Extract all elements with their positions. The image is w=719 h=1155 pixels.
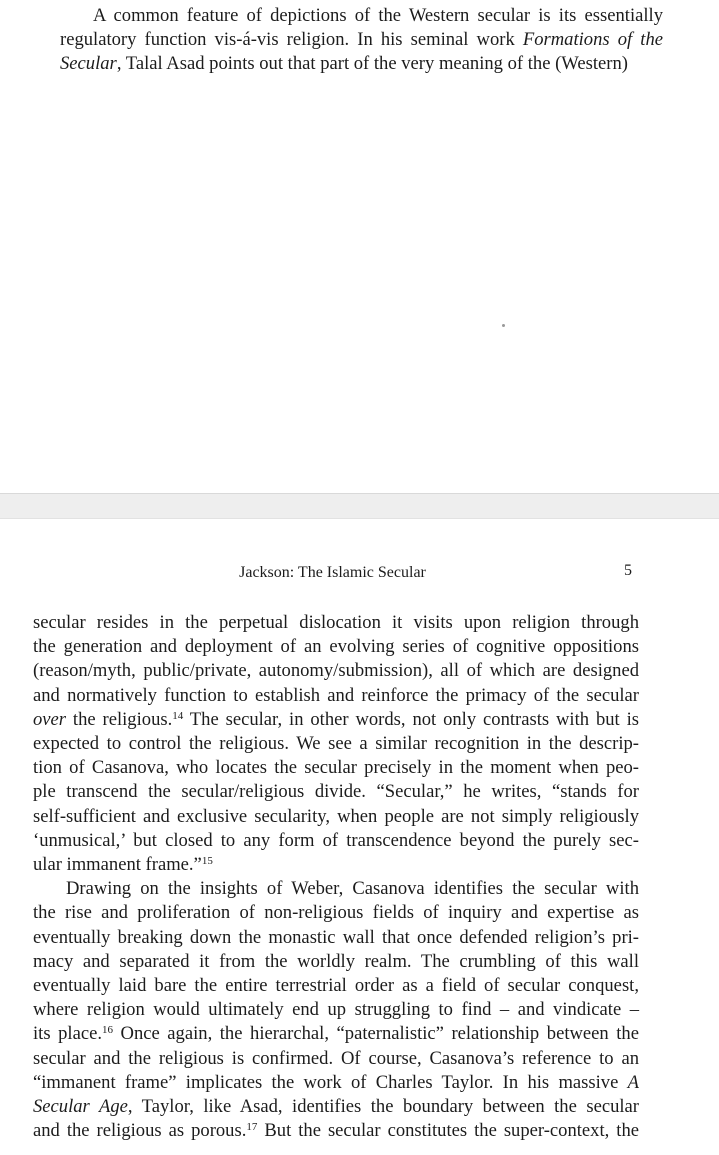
text-line [33, 829, 639, 853]
italic-text: over [33, 708, 67, 730]
text-line [33, 926, 639, 950]
footnote-marker: 14 [172, 709, 184, 722]
text-line [33, 732, 639, 756]
text-run: secular resides in the perpetual dislocation it visits upon religion through [33, 612, 639, 633]
text-line [33, 780, 639, 804]
text-run: (reason/myth, public/private, autonomy/submission), all of which are designed [33, 660, 639, 682]
text-run: eventually laid bare the entire terrestrial order as a field of secular conquest, [33, 975, 639, 997]
paragraph-2 [33, 877, 639, 1143]
text-run: “immanent frame” implicates the work of Charles Taylor. In his massive [33, 1071, 628, 1093]
text-line [60, 52, 663, 76]
text-run: where religion would ultimately end up struggling to find – and vindicate – [33, 999, 639, 1021]
text-line [33, 1047, 639, 1071]
paragraph-1 [33, 611, 639, 877]
text-run: A common feature of depictions of the Western secular is its essentially [93, 5, 663, 26]
page-bottom [0, 519, 719, 1155]
text-line [33, 1119, 639, 1143]
text-run: its place. [33, 1023, 102, 1045]
text-run: and the religious as porous. [33, 1120, 247, 1142]
text-line [33, 853, 639, 877]
text-run: Drawing on the insights of Weber, Casanova identifies the secular with [66, 878, 639, 900]
text-run: and normatively function to establish and reinforce the primacy of the secular [33, 684, 639, 706]
italic-text: Secular Age [33, 1096, 128, 1118]
text-line [33, 877, 639, 901]
scan-speck [502, 324, 505, 327]
text-run: But the secular constitutes the super-context, the [257, 1120, 640, 1142]
top-page-text [60, 4, 663, 77]
text-run: expected to control the religious. We see a similar recognition in the descrip- [33, 733, 639, 755]
text-run: ular immanent frame.” [33, 854, 202, 876]
text-line [33, 1022, 639, 1046]
text-run: secular and the religious is confirmed. Of course, Casanova’s reference to an [33, 1047, 639, 1069]
text-run: ple transcend the secular/religious divide. “Secular,” he writes, “stands for [33, 781, 639, 803]
text-line [33, 901, 639, 925]
text-run: macy and separated it from the worldly realm. The crumbling of this wall [33, 950, 639, 972]
text-line [33, 998, 639, 1022]
text-run: , Talal Asad points out that part of the very meaning of the (Western) [116, 53, 628, 75]
text-line [33, 805, 639, 829]
text-run: ‘unmusical,’ but closed to any form of transcendence beyond the purely sec- [33, 829, 639, 851]
text-line [33, 635, 639, 659]
text-run: self-sufficient and exclusive secularity, when people are not simply religiously [33, 805, 639, 827]
text-line [33, 659, 639, 683]
text-line [33, 756, 639, 780]
text-line [33, 708, 639, 732]
text-line [33, 950, 639, 974]
text-line [60, 28, 663, 52]
text-run: the generation and deployment of an evolving series of cognitive oppositions [33, 636, 639, 658]
footnote-marker: 15 [201, 855, 213, 868]
text-run: , Taylor, like Asad, identifies the boundary between the secular [127, 1096, 639, 1118]
text-run: the rise and proliferation of non-religious fields of inquiry and expertise as [33, 902, 639, 924]
text-line [60, 4, 663, 28]
text-line [33, 1071, 639, 1095]
italic-text: A [627, 1071, 639, 1093]
body-text [33, 611, 639, 1143]
text-run: eventually breaking down the monastic wall that once defended religion’s pri- [33, 926, 639, 948]
text-line [33, 1095, 639, 1119]
text-run: the religious. [66, 708, 173, 730]
text-run: regulatory function vis-á-vis religion. In his seminal work [60, 29, 523, 51]
text-line [33, 974, 639, 998]
page-top [0, 0, 719, 493]
text-line [33, 611, 639, 635]
text-line [33, 684, 639, 708]
text-run: Once again, the hierarchal, “paternalistic” relationship between the [112, 1023, 639, 1045]
page-separator [0, 493, 719, 519]
italic-text: Formations of the [522, 29, 663, 51]
text-run: The secular, in other words, not only contrasts with but is [183, 708, 639, 730]
footnote-marker: 17 [246, 1121, 258, 1134]
footnote-marker: 16 [101, 1024, 113, 1037]
running-header: Jackson: The Islamic Secular [239, 564, 426, 581]
text-run: tion of Casanova, who locates the secular precisely in the moment when peo- [33, 757, 639, 779]
page-number: 5 [624, 562, 632, 579]
italic-text: Secular [60, 53, 117, 75]
